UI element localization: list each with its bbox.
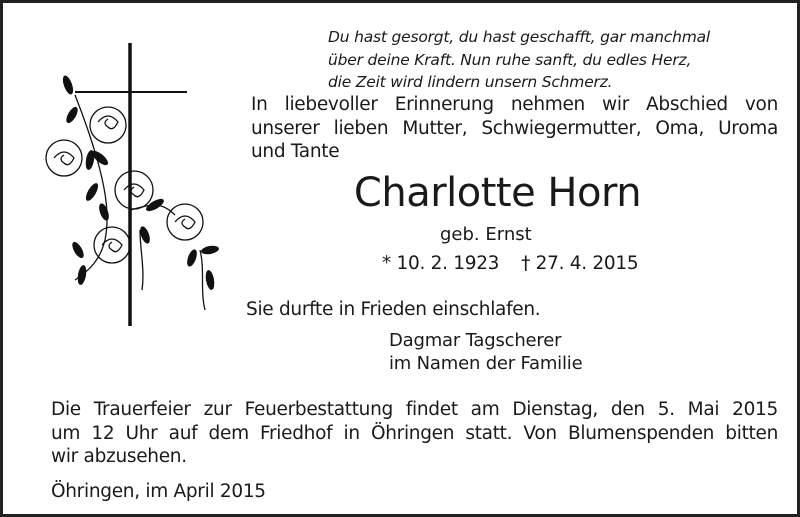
rose-icon: [94, 227, 130, 263]
rose-icon: [46, 140, 82, 176]
signature: [389, 329, 582, 375]
deceased-name: Charlotte Horn: [353, 170, 642, 216]
funeral-line: Die Trauerfeier zur Feuerbestattung findet am Dienstag, den 5. Mai 2015: [51, 399, 778, 420]
poem-line: über deine Kraft. Nun ruhe sanft, du edles Herz,: [328, 50, 692, 69]
rose-icon: [115, 171, 153, 209]
poem: [328, 26, 710, 94]
rose-icon: [167, 204, 203, 240]
rose-icon: [90, 107, 126, 143]
poem-line: Du hast gesorgt, du hast geschafft, gar manchmal: [328, 28, 711, 46]
death-date: † 27. 4. 2015: [521, 253, 639, 274]
funeral-paragraph: [51, 398, 778, 469]
intro-line: unserer lieben Mutter, Schwiegermutter, Oma, Uroma: [251, 117, 778, 139]
funeral-line: wir abzusehen.: [51, 446, 187, 467]
peace-text: Sie durfte in Frieden einschlafen.: [246, 299, 541, 320]
intro-line: In liebevoller Erinnerung nehmen wir Abschied von: [251, 94, 778, 115]
signature-name: Dagmar Tagscherer: [389, 330, 562, 351]
poem-line: die Zeit wird lindern unsern Schmerz.: [328, 73, 613, 91]
funeral-line: um 12 Uhr auf dem Friedhof in Öhringen statt. Von Blumenspenden bitten: [51, 422, 778, 444]
life-dates: [382, 253, 638, 274]
intro-paragraph: [251, 93, 778, 164]
intro-line: und Tante: [251, 141, 340, 162]
cross-with-roses-icon: [0, 0, 260, 340]
maiden-name: geb. Ernst: [440, 224, 532, 245]
place-date: Öhringen, im April 2015: [51, 481, 266, 502]
birth-date: * 10. 2. 1923: [382, 253, 500, 274]
signature-family: im Namen der Familie: [389, 353, 583, 374]
